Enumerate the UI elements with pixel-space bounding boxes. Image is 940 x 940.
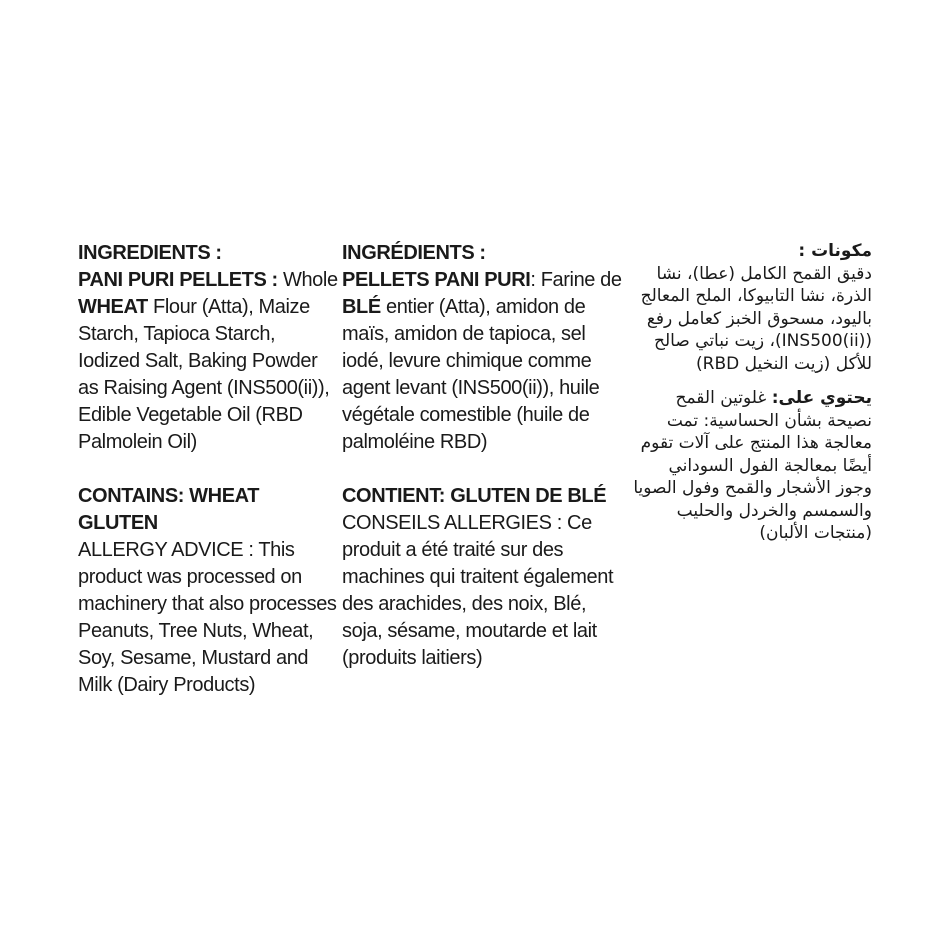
allergen-word-fr: BLÉ [342,296,381,318]
contains-text-ar: غلوتين القمح [675,388,772,408]
contains-label-ar: يحتوي على: [771,388,872,408]
english-column [78,240,340,699]
pellets-text-fr-1: : Farine de [530,269,622,291]
ingredients-text-ar: دقيق القمح الكامل (عطا)، نشا الذرة، نشا التابيوكا، الملح المعالج باليود، مسحوق الخبز كعامل رفع (INS500(ii))، زيت نباتي صالح للأكل (زيت النخيل RBD) [640,263,872,374]
pellets-text-fr-2: entier (Atta), amidon de maïs, amidon de tapioca, sel iodé, levure chimique comme agent levant (INS500(ii)), huile végétale comestible (huile de palmoléine RBD) [342,296,600,453]
arabic-column [628,240,872,545]
french-column [342,240,622,672]
pellets-text-en-1: Whole [277,269,338,291]
allergen-word-en: WHEAT [78,296,148,318]
allergy-advice-en: ALLERGY ADVICE : This product was processed on machinery that also processes Peanuts, Tree Nuts, Wheat, Soy, Sesame, Mustard and Milk (Dairy Products) [78,539,337,696]
allergy-advice-ar: نصيحة بشأن الحساسية: تمت معالجة هذا المنتج على آلات تقوم أيضًا بمعالجة الفول السوداني وجوز الأشجار والقمح وفول الصويا والسمسم والخردل والحليب (منتجات الألبان) [633,410,872,543]
ingredients-heading-fr: INGRÉDIENTS : [342,242,486,264]
ingredients-text-en [78,267,340,456]
ingredients-text-fr [342,267,622,456]
pellets-label-en: PANI PURI PELLETS : [78,269,278,291]
contains-ar [628,387,872,410]
contains-heading-en: CONTAINS: WHEAT GLUTEN [78,485,260,534]
allergy-advice-fr: CONSEILS ALLERGIES : Ce produit a été traité sur des machines qui traitent également des arachides, des noix, Blé, soja, sésame, moutarde et lait (produits laitiers) [342,512,614,669]
contains-heading-fr: CONTIENT: GLUTEN DE BLÉ [342,485,607,507]
pellets-text-en-2: Flour (Atta), Maize Starch, Tapioca Starch, Iodized Salt, Baking Powder as Raising Agent (INS500(ii)), Edible Vegetable Oil (RBD Palmolein Oil) [78,296,330,453]
ingredients-heading-ar: مكونات : [798,241,872,261]
pellets-label-fr: PELLETS PANI PURI [342,269,531,291]
ingredients-heading-en: INGREDIENTS : [78,242,222,264]
